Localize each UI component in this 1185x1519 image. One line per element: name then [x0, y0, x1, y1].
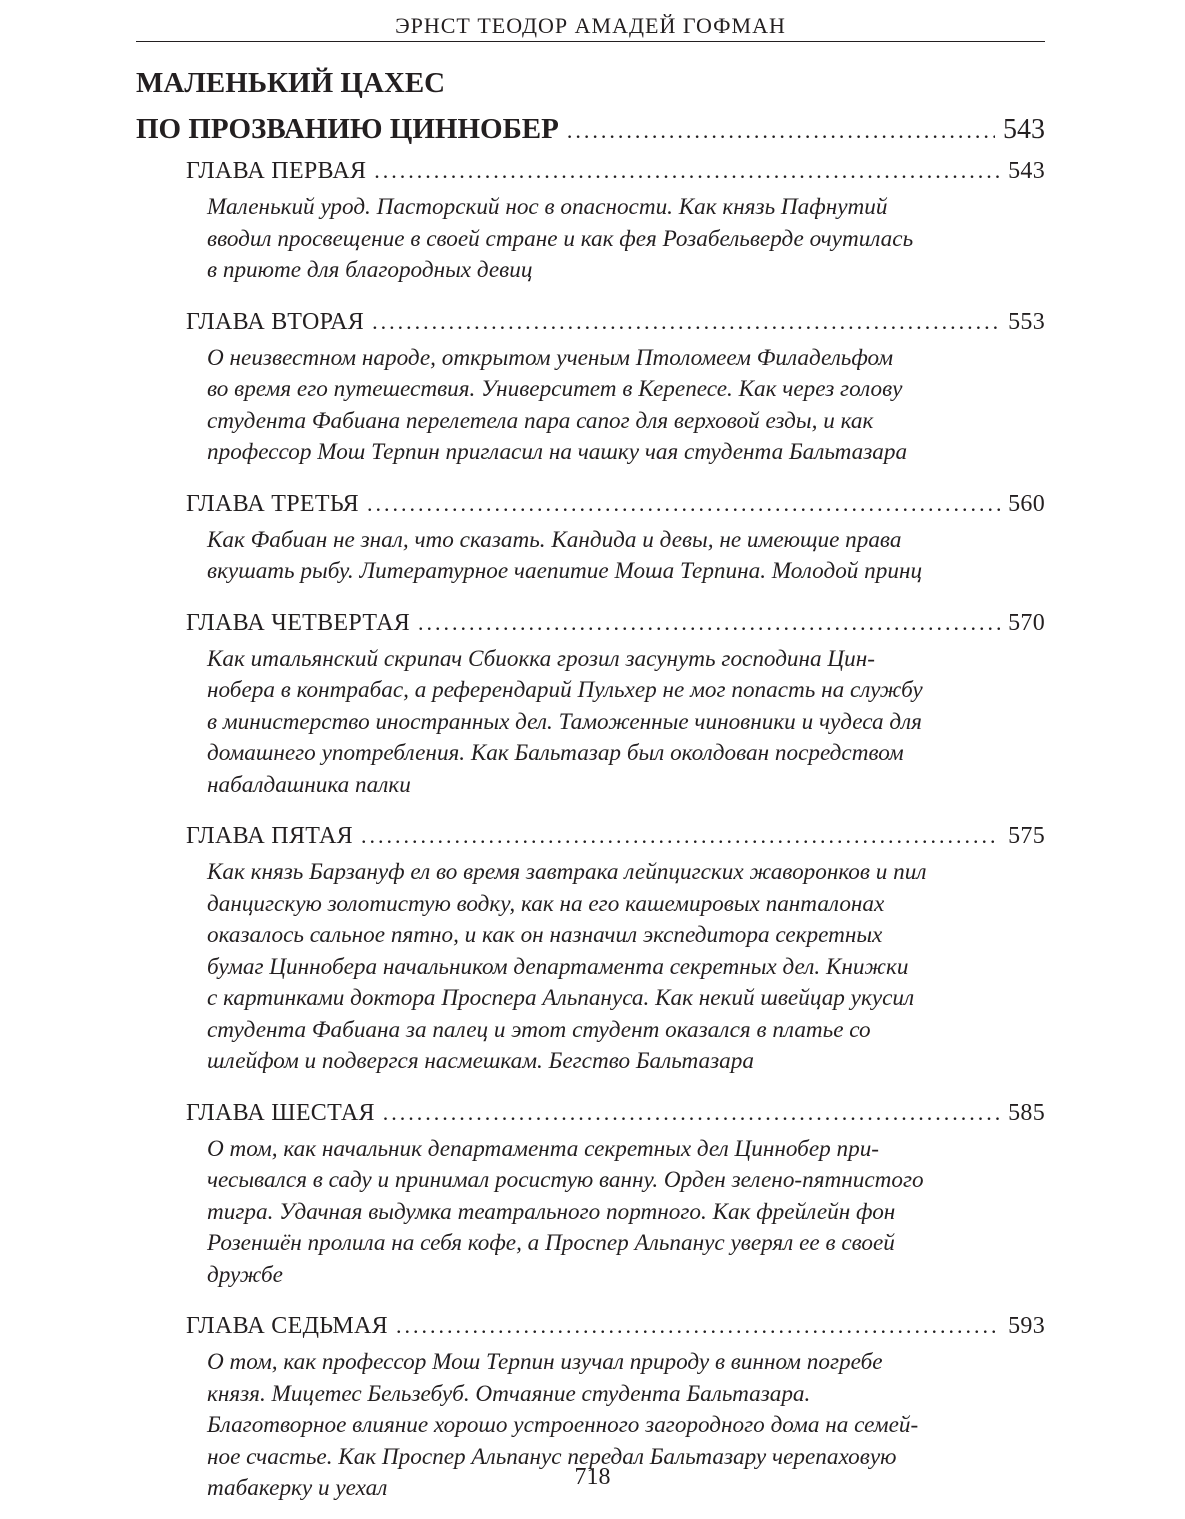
work-title-line-2-row — [136, 106, 1045, 154]
dot-leader — [367, 483, 1000, 525]
chapter-title: ГЛАВА ПЕРВАЯ — [186, 158, 367, 184]
chapter-page-number: 585 — [1008, 1099, 1045, 1126]
dot-leader — [361, 815, 1000, 857]
chapter-heading-row — [186, 301, 1045, 343]
work-title-entry — [136, 60, 1045, 154]
chapter-summary: О том, как начальник департамента секретных дел Циннобер при- чесывался в саду и принимал росистую ванну. Орден зелено-пятнистого тигра. Удачная выдумка театрального портного. Как фрейлейн фон Розеншён пролила на себя кофе, а Проспер Альпанус уверял ее в своей дружбе — [207, 1135, 924, 1288]
chapter-heading-row — [186, 150, 1045, 192]
chapter-summary: Как Фабиан не знал, что сказать. Кандида и девы, не имеющие права вкушать рыбу. Литературное чаепитие Моша Терпина. Молодой принц — [207, 526, 923, 584]
chapter-entry — [186, 602, 1045, 802]
chapter-summary: О неизвестном народе, открытом ученым Птоломеем Филадельфом во время его путешествия. Университет в Керепесе. Как через голову студента Фабиана перелетела пара сапог для верховой езды, и как профессор Мош Терпин пригласил на чашку чая студента Бальтазара — [207, 344, 908, 465]
chapter-page-number: 575 — [1008, 823, 1045, 849]
chapter-heading-row — [186, 483, 1045, 525]
chapter-summary: Как князь Барзануф ел во время завтрака лейпцигских жаворонков и пил данцигскую золотистую водку, как на его кашемировых панталонах оказалось сальное пятно, и как он назначил экспедитора секретных бумаг Циннобера начальником департамента секретных дел. Книжки с картинками доктора Проспера Альпануса. Как некий швейцар укусил студента Фабиана за палец и этот студент оказался в платье со шлейфом и подвергся насмешкам. Бегство Бальтазара — [207, 859, 927, 1074]
dot-leader — [372, 301, 1000, 343]
dot-leader — [567, 108, 995, 154]
chapter-page-number: 553 — [1008, 308, 1045, 335]
work-title-line-2: ПО ПРОЗВАНИЮ ЦИННОБЕР — [136, 113, 559, 145]
page-number: 718 — [574, 1464, 611, 1490]
chapter-entry — [186, 815, 1045, 1078]
chapter-title: ГЛАВА ВТОРАЯ — [186, 308, 365, 335]
chapter-title: ГЛАВА ПЯТАЯ — [186, 823, 353, 849]
work-page-number: 543 — [1003, 114, 1045, 145]
chapter-summary: Маленький урод. Пасторский нос в опасности. Как князь Пафнутий вводил просвещение в своей стране и как фея Розабельверде очутилась в приюте для благородных девиц — [207, 194, 914, 283]
chapter-entry — [186, 301, 1045, 469]
chapter-heading-row — [186, 1305, 1045, 1347]
work-title-line-1: МАЛЕНЬКИЙ ЦАХЕС — [136, 67, 446, 99]
chapter-entry — [186, 483, 1045, 588]
chapter-heading-row — [186, 602, 1045, 644]
chapter-title: ГЛАВА СЕДЬМАЯ — [186, 1313, 388, 1339]
dot-leader — [374, 150, 1000, 192]
chapter-entry — [186, 150, 1045, 287]
chapter-list — [186, 150, 1045, 1519]
dot-leader — [396, 1305, 1000, 1347]
chapter-summary: О том, как профессор Мош Терпин изучал природу в винном погребе князя. Мицетес Бельзебуб. Отчаяние студента Бальтазара. Благотворное влияние хорошо устроенного загородного дома на семей- ное счастье. Как Проспер Альпанус передал Бальтазару черепаховую табакерку и уехал — [207, 1349, 919, 1501]
running-head: ЭРНСТ ТЕОДОР АМАДЕЙ ГОФМАН — [395, 13, 786, 38]
chapter-page-number: 570 — [1008, 609, 1045, 636]
chapter-page-number: 543 — [1008, 158, 1045, 184]
dot-leader — [418, 602, 1000, 644]
chapter-title: ГЛАВА ЧЕТВЕРТАЯ — [186, 609, 411, 636]
dot-leader — [383, 1092, 1000, 1134]
chapter-page-number: 560 — [1008, 490, 1045, 517]
chapter-heading-row — [186, 1092, 1045, 1134]
header-rule — [136, 41, 1045, 42]
chapter-heading-row — [186, 815, 1045, 857]
chapter-entry — [186, 1092, 1045, 1292]
chapter-title: ГЛАВА ТРЕТЬЯ — [186, 490, 359, 517]
chapter-page-number: 593 — [1008, 1313, 1045, 1339]
chapter-summary: Как итальянский скрипач Сбиокка грозил засунуть господина Цин- нобера в контрабас, а референдарий Пульхер не мог попасть на службу в министерство иностранных дел. Таможенные чиновники и чудеса для домашнего употребления. Как Бальтазар был околдован посредством набалдашника палки — [207, 645, 923, 798]
chapter-title: ГЛАВА ШЕСТАЯ — [186, 1099, 375, 1126]
